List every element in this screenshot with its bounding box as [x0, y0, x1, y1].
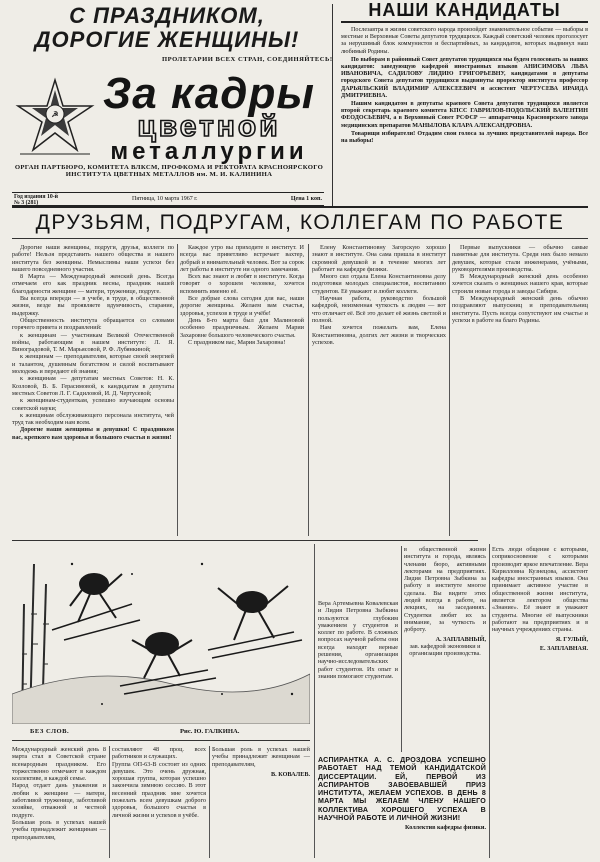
article-paragraph: С праздником вас, Мария Захаровна! — [188, 338, 286, 346]
issue-info-bar — [12, 192, 324, 206]
column-divider — [109, 746, 110, 858]
middle-signature-subtitle: зав. кафедрой экономики и организации производства. — [409, 642, 481, 658]
title-line-1: За кадры — [103, 69, 315, 118]
bottom-signature: В. КОВАЛЕВ. — [271, 770, 310, 778]
right-signature-2: Е. ЗАПЛАВНАЯ. — [539, 644, 588, 652]
bottom-column-2 — [112, 746, 206, 858]
candidates-rule — [341, 21, 588, 23]
article-column-4 — [452, 244, 588, 536]
holiday-line-1: С ПРАЗДНИКОМ, — [69, 3, 265, 28]
candidates-paragraph-2: По выборам в районный Совет депутатов трудящихся мы будем голосовать за наших кандидатов: заведующую кафедрой иностранных языков АНИСИМОВА ЛЬВА ИВАНОВИЧА, САДИЛОВУ ЛИДИЮ ГРИГОРЬЕВНУ, кандидатами в депутаты городского Совета депутатов трудящихся выдвинуты проректор института профессор ДАРЬЯЛЬСКИЙ ВЛАДИМИР АЛЕКСЕЕВИЧ и ассистент ЧЕРТУСЕВА ИРАИДА ДМИТРИЕВНА. — [341, 56, 588, 99]
column-divider — [449, 244, 450, 536]
middle-signature: А. ЗАПЛАВНЫЙ, — [435, 635, 486, 643]
article-paragraph: к женщинам — преподавателям, которые своей энергией и талантом, душевным богатством и силой воспитывают молодежь и передают ей знания; — [12, 353, 174, 376]
title-line-2: цветной — [137, 110, 281, 143]
illustration-rule — [12, 740, 310, 741]
order-emblem-icon — [14, 76, 96, 158]
article-column-2 — [180, 244, 304, 536]
bottom-paragraph: Группа ОП-63-В состоит из одних девушек. Это очень дружная, хорошая группа, которая успешно закончила зимнюю сессию. В этот весенний праздник мне хочется пожелать всем девушкам доброго здоровья, большого счастья в личной жизни и успехов в учёбе. — [112, 760, 206, 819]
article-paragraph: Дорогие наши женщины, подруги, друзья, коллеги по работе! Нельзя представить нашего общества и нашего института без женщины. Немыслимы наши успехи без вашего повседневного участия. — [12, 244, 174, 273]
holiday-line-2: ДОРОГИЕ ЖЕНЩИНЫ! — [34, 27, 300, 52]
bottom-paragraph: Народ отдает дань уважения и любви к женщине — матери, заботливой труженице, заботливой хозяйке, отважной и честной подруге. — [12, 782, 106, 819]
article-paragraph: Общественность института обращается со словами горячего привета и поздравлений: — [12, 316, 174, 332]
candidates-paragraph-1: Послезавтра в жизни советского народа произойдет знаменательное событие — выборы в местные и Верховные Советы депутатов трудящихся. Каждый советский человек проголосует за нерушимый блок коммунистов и беспартийных, за кандидатов, которых выдвинул наш любимый Родины. — [341, 27, 588, 55]
article-paragraph: Нам хочется пожелать вам, Елена Константиновна, долгих лет жизни и творческих успехов. — [312, 324, 446, 346]
column-divider — [401, 546, 402, 752]
article-paragraph: Каждое утро вы приходите в институт. И всегда вас приветливо встречает вахтер, добрый и внимательный человек. Вот за сорок лет работы в институте ни одного замечания. — [180, 244, 304, 273]
column-divider — [314, 544, 315, 858]
issue-price: Цена 1 коп. — [290, 196, 322, 202]
candidates-heading: НАШИ КАНДИДАТЫ — [368, 0, 561, 20]
middle-paragraph: Вера Артемьевна Ковалевская и Лидия Петровна Зыбкина пользуются глубоким уважением у студентов и коллег по работе. В сложных вопросах научной работы они всегда находят верные решения, организация научно-исследовательских работ студентов. Их опыт и знания помогают студентам. — [318, 600, 398, 680]
column-divider — [209, 746, 210, 858]
newspaper-title — [96, 69, 322, 165]
article-paragraph: к женщинам — депутатам местных Советов: Н. К. Козловой, В. Б. Герасимовой, к кандидатам в депутаты местных Советов Л. Г. Садиловой, И. Д. Чертусевой; — [12, 375, 174, 397]
article-paragraph: Елену Константиновну Загорскую хорошо знают в институте. Она сама пришла в институт скромной девушкой и в течение многих лет работает на кафедре физики. — [312, 244, 446, 273]
illustration-caption-right: Рис. Ю. ГАЛКИНА. — [180, 728, 240, 735]
issue-number: № 3 (281) — [14, 200, 39, 206]
svg-text:☭: ☭ — [51, 110, 59, 119]
article-paragraph: Много сил отдала Елена Константиновна делу подготовки молодых специалистов, воспитанию студентов. Её уважают и любят коллеги. — [312, 273, 446, 295]
middle-divider — [12, 540, 478, 541]
holiday-greeting — [12, 4, 322, 52]
publisher-line: ОРГАН ПАРТБЮРО, КОМИТЕТА ВЛКСМ, ПРОФКОМА И РЕКТОРАТА КРАСНОЯРСКОГО ИНСТИТУТА ЦВЕТНЫХ МЕТАЛЛОВ им. М. И. КАЛИНИНА — [14, 164, 324, 179]
skiing-women-illustration — [12, 544, 310, 724]
article-paragraph: День 8-го марта был для Малиновой особенно праздничным. Желаем Марии Захаровне большого человеческого счастья. — [180, 316, 304, 339]
article-paragraph: к женщинам обслуживающего персонала института, чей труд так необходим нам всем. — [12, 411, 174, 427]
section-divider — [12, 206, 588, 208]
bottom-paragraph: Международный женский день 8 марта стал в Советской стране всенародным праздником. Его торжественно отмечают в каждом коллективе, в каждой семье. — [12, 746, 106, 783]
aspirant-notice-text: АСПИРАНТКА А. С. ДРОЗДОВА УСПЕШНО РАБОТАЕТ НАД ТЕМОЙ КАНДИДАТСКОЙ ДИССЕРТАЦИИ. ЕЙ, ПЕРВОЙ ИЗ АСПИРАНТОВ ЗАВОЕВАВШЕЙ ПРИЗ ИНСТИТУТА, ЖЕЛАЕМ УСПЕХОВ. В ДЕНЬ 8 МАРТА МЫ ЖЕЛАЕМ ЧЛЕНУ НАШЕГО КОЛЛЕКТИВА ХОРОШЕГО УСПЕХА В НАУЧНОЙ РАБОТЕ И ЛИЧНОЙ ЖИЗНИ! — [318, 756, 486, 823]
candidates-paragraph-3: Нашим кандидатом в депутаты краевого Совета депутатов трудящихся является второй секретарь краевого комитета КПСС ГАВРИЛОВ-ПОДОЛЬСКИЙ ВАЛЕНТИН ФЕОДОСЬЕВИЧ, а в Верховный Совет РСФСР — аппаратчица Красноярского завода медицинских препаратов МАНЫЛОВА КЛАРА АЛЕКСАНДРОВНА. — [341, 101, 588, 129]
issue-date: Пятница, 10 марта 1967 г. — [132, 196, 198, 202]
right-signature-1: Я. ГУЛЫЙ, — [555, 635, 588, 643]
illustration-caption-left: БЕЗ СЛОВ. — [30, 728, 70, 735]
middle-paragraph: в общественной жизни института и города, являясь членами бюро, активными лекторами на предприятиях. Лидия Петровна Зыбкина за работу в институте многое сделала. Вы видите этих людей всегда в работе, на лекциях, на заседаниях. Студентки любят их за внимание, за чуткость и доброту. — [404, 546, 486, 634]
title-line-3: металлургии — [110, 138, 308, 165]
article-paragraph: к женщинам — участникам Великой Отечественной войны, работающим в нашем институте: Л. Я. Виноградовой, Т. М. Марьясовой, Р. Ф. Лубянкиной; — [12, 331, 174, 354]
column-divider — [489, 544, 490, 858]
candidates-article — [332, 0, 588, 206]
bottom-middle-column-2 — [404, 546, 486, 752]
aspirant-notice — [318, 756, 486, 831]
bottom-paragraph: Большая роль в успехах нашей учебы принадлежит женщинам — преподавателям, — [212, 746, 310, 768]
right-paragraph: Есть люди общение с которыми, соприкосновение с которыми производят яркое впечатление. Вера Кирилловна Кузнецова, ассистент кафедры иностранных языков. Она принимает активное участие в общественной жизни института, является лектором общества «Знание». Её знают и уважают студенты. Многие её выпускники работают на предприятиях и в научных учреждениях страны. — [492, 546, 588, 634]
aspirant-notice-signature: Коллектив кафедры физики. — [405, 824, 486, 832]
article-paragraph: Все добрые слова сегодня для вас, наши дорогие женщины. Желаем вам счастья, здоровья, успехов в труде и учёбе! — [180, 295, 304, 317]
issue-year-issue — [14, 194, 58, 206]
article-paragraph: Дорогие наши женщины и девушки! С праздником вас, крепкого вам здоровья и большого счастья в жизни! — [12, 426, 174, 441]
bottom-paragraph: Большая роль в успехах нашей учебы принадлежит женщинам — преподавателям, — [12, 818, 106, 841]
headline-rule — [12, 238, 588, 239]
bottom-paragraph: составляют 48 проц. всех работников и служащих. — [112, 746, 206, 761]
article-paragraph: В Международный женский день особенно хочется сказать о женщинах нашего края, которые строили новые города и заводы Сибири. — [452, 273, 588, 295]
article-column-3 — [312, 244, 446, 536]
bottom-right-column — [492, 546, 588, 858]
article-paragraph: В Международный женский день обычно поздравляют выпускниц и преподавательниц института. Пусть всегда сопутствуют им счастье и успехи в работе на благо Родины. — [452, 295, 588, 324]
column-divider — [308, 244, 309, 536]
issue-year: Год издания 10-й — [14, 194, 59, 200]
article-paragraph: к женщинам-студенткам, успешно изучающим основы советской науки; — [12, 397, 174, 412]
proletarian-slogan: ПРОЛЕТАРИИ ВСЕХ СТРАН, СОЕДИНЯЙТЕСЬ! — [162, 56, 333, 63]
column-divider — [177, 244, 178, 536]
article-paragraph: 8 Марта — Международный женский день. Всегда отмечаем его как праздник весны, праздник нашей благодарности женщине — матери, труженице, подруге. — [12, 273, 174, 295]
article-headline: ДРУЗЬЯМ, ПОДРУГАМ, КОЛЛЕГАМ ПО РАБОТЕ — [35, 211, 565, 234]
article-paragraph: Вы всегда впереди — в учебе, в труде, в общественной жизни, везде вы проявляете вдумчивость, старание, выдержку. — [12, 295, 174, 317]
article-column-1 — [12, 244, 174, 536]
bottom-column-3 — [212, 746, 310, 858]
article-paragraph: Научная работа, руководство большой кафедрой, неизменная чуткость к людям — вот что отличает её. Всё это делает её жизнь светлой и полной. — [312, 295, 446, 324]
top-section — [12, 0, 588, 206]
article-paragraph: Всех вас знают и любят в институте. Когда говорят о хорошем человеке, хочется вспомнить именно её. — [180, 273, 304, 295]
article-paragraph: Первые выпускники — обычно самые памятные для института. Среди них было немало девушек, которые стали инженерами, учёными, руководителями производства. — [452, 244, 588, 273]
candidates-paragraph-4: Товарищи избиратели! Отдадим свои голоса за лучших представителей народа. Все на выборы! — [341, 130, 588, 145]
bottom-column-1 — [12, 746, 106, 858]
